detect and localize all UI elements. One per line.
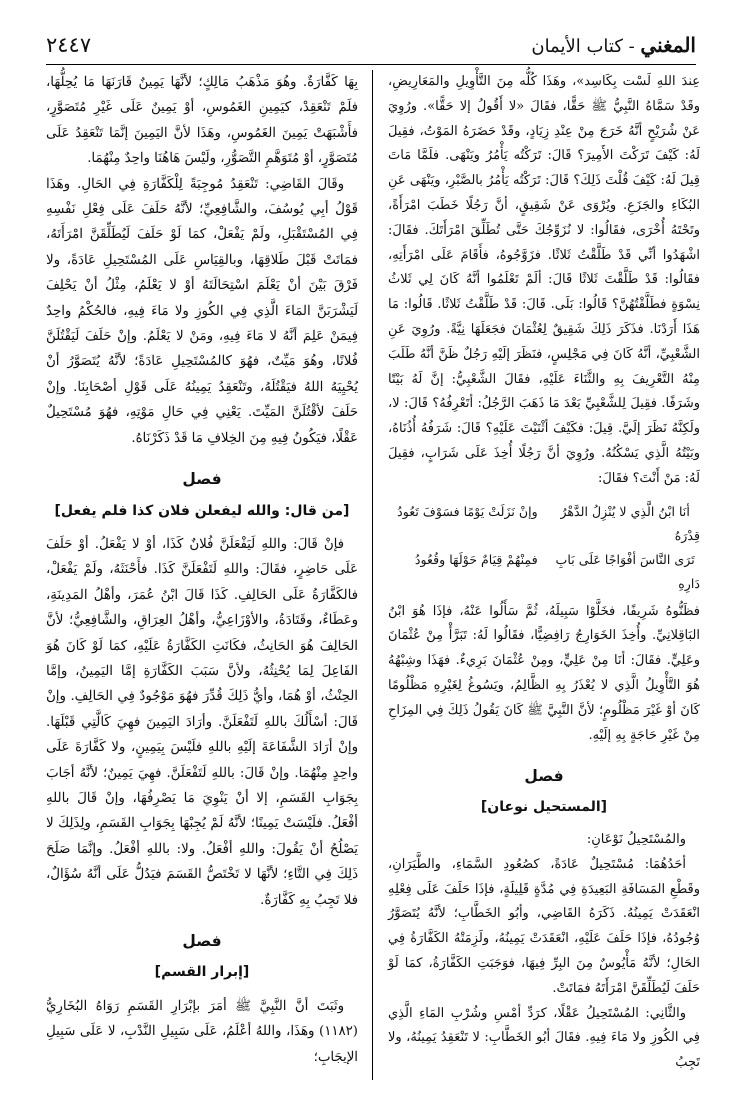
section-subtitle: [من قال: والله ليفعلن فلان كذا فلم يفعل] — [54, 502, 350, 519]
book-title: المغني — [640, 33, 696, 57]
section-subtitle: [المستحيل نوعان] — [480, 799, 608, 816]
left-column — [46, 70, 358, 1070]
page-number: ٢٤٤٧ — [46, 33, 92, 57]
right-column — [388, 70, 700, 1076]
column-divider — [372, 70, 373, 1080]
paragraph: فإنْ قَالَ: واللهِ لَيَفْعَلَنَّ فُلانٌ كَذَا، أوْ لا يَفْعَلُ. أوْ حَلَفَ عَلَى حَاضِرٍ، فقَالَ: واللهِ لَتَفْعَلَنَّ كَذَا. فأَحْنَثَهُ، ولَمْ يَفْعَلْ، فالكَفَّارَةُ عَلَى الحَالِفِ. كَذَا قَالَ ابْنُ عُمَرَ، وأهْلُ المَدِينَةِ، وعَطَاءٌ، وقَتَادَةُ، والأوْزَاعِيُّ، وأهْلُ العِرَاقِ، والشَّافِعِيُّ؛ لأنَّ الحَالِفَ هُوَ الحَانِثُ، فكَانَتِ الكَفَّارَةُ عَلَيْهِ، كمَا لَوْ كَانَ هُوَ الفَاعِلَ لِمَا يُحْنِثُهُ، ولأنَّ سَبَبَ الكَفَّارَةِ إمَّا اليَمِينُ، وإمَّا الحِنْثُ، أوْ هُمَا، وأيُّ ذَلِكَ قُدِّرَ فهُوَ مَوْجُودٌ فِي الحَالِفِ. وإنْ قَالَ: أسْأَلُكَ باللهِ لَتَفْعَلَنَّ. وأرَادَ اليَمِينَ فهِيَ كَالَّتِي قَبْلَهَا. وإنْ أرَادَ الشَّفَاعَةَ إلَيْهِ باللهِ فلَيْسَ بِيَمِينٍ، ولا كَفَّارَةَ عَلَى واحِدٍ مِنْهُمَا. وإنْ قَالَ: باللهِ لَتَفْعَلَنَّ. فهِيَ يَمِينٌ؛ لأنَّهُ أجَابَ بِجَوَابِ القَسَمِ، إلا أنْ يَنْوِيَ مَا يَصْرِفُهَا، وإنْ قَالَ باللهِ أفْعَلُ. فلَيْسَتْ يَمِينًا؛ لأنَّهُ لَمْ يُجِبْهَا بِجَوَابِ القَسَمِ، ولِذَلِكَ لا يَصْلُحُ أنْ يَقُولَ: واللهِ أفْعَلُ. ولا: باللهِ أفْعَلُ. وإنَّمَا صَلَحَ ذَلِكَ فِي التَّاءِ؛ لأنَّهَا لا تَخْتَصُّ القَسَمَ فيَدُلُّ عَلَى أنَّهُ سُؤَالٌ، فلا تَجِبُ بِهِ كَفَّارَةٌ. — [46, 536, 358, 908]
hemistich: تَرَى النَّاسَ أفْوَاجًا عَلَى بَابِ دَارِهِ — [555, 551, 700, 591]
paragraph: فظَنُّوهُ شَرِيفًا، فخَلَّوْا سَبِيلَهُ، ثُمَّ سَأَلُوا عَنْهُ، فإذَا هُوَ ابْنُ البَاقِلانِيِّ. وأُخِذَ الخَوَارِجُ رَافِضِيًّا، فقَالُوا لَهُ: تَبَرَّأْ مِنْ عُثْمَانَ وعَلِيٍّ. فقَالَ: أنَا مِنْ عَلِيٍّ، ومِنْ عُثْمَانَ بَرِيءٌ. فهَذَا وشِبْهُهُ هُوَ التَّأْوِيلُ الَّذِي لا يُعْذَرُ بِهِ الظَّالِمُ، ويَسُوغُ لِغَيْرِهِ مَظْلُومًا كَانَ أوْ غَيْرَ مَظْلُومٍ؛ لأنَّ النَّبِيَّ ﷺ كَانَ يَقُولُ ذَلِكَ فِي المِزَاحِ مِنْ غَيْرِ حَاجَةٍ بِهِ إلَيْهِ. — [388, 603, 700, 743]
paragraph: والمُسْتَحِيلُ نَوْعَانِ: — [586, 831, 686, 847]
section-heading: فصل — [182, 470, 222, 489]
hemistich: فمِنْهُمْ قِيَامٌ حَوْلَهَا وقُعُودُ — [414, 551, 538, 567]
poem-verse — [388, 548, 700, 596]
paragraph: أحَدُهُمَا: مُسْتَحِيلٌ عَادَةً، كصُعُودِ السَّمَاءِ، والطَّيَرَانِ، وقَطْعِ المَسَافَةِ البَعِيدَةِ فِي مُدَّةٍ قَلِيلَةٍ، فإذَا حَلَفَ عَلَى فِعْلِهِ انْعَقَدَتْ يَمِينُهُ. ذَكَرَهُ القَاضِي، وأبُو الخَطَّابِ؛ لأنَّهُ يُتَصَوَّرُ وُجُودُهُ، فإذَا حَلَفَ عَلَيْهِ، انْعَقَدَتْ يَمِينُهُ، ولَزِمَتْهُ الكَفَّارَةُ فِي الحَالِ؛ لأنَّهُ مَأْيُوسٌ مِنَ البِرِّ فِيهَا، فوَجَبَتِ الكَفَّارَةُ، كمَا لَوْ حَلَفَ لَيُطَلِّقَنَّ امْرَأَتَهُ فمَاتَتْ. — [388, 856, 700, 996]
title-separator: - — [622, 36, 641, 57]
paragraph: عِندَ اللهِ لَسْت بِكَاسِد»، وهَذَا كُلُّه مِنَ التَّأْوِيلِ والمَعَارِيضِ، وقَدْ سَمَّاهُ النَّبِيُّ ﷺ حَقًّا، فقَالَ «لا أَقُولُ إلا حَقًّا». ورُوِيَ عَنْ شُرَيْحٍ أنَّهُ خَرَجَ مِنْ عِنْدِ زِيَادٍ، وقَدْ حَضَرَهُ المَوْتُ، فقِيلَ لَهُ: كَيْفَ تَرَكْتَ الأَمِيرَ؟ قَالَ: تَرَكْتُه يَأْمُرُ ويَنْهَى. فلَمَّا مَاتَ قِيلَ لَهُ: كَيْفَ قُلْتَ ذَلِكَ؟ قَالَ: تَرَكْتُه يَأْمُرُ بالصَّبْرِ، ويَنْهَى عَنِ البُكَاءِ والجَزَعِ. ويُرْوَى عَنْ شَقِيقٍ، أنَّ رَجُلًا خَطَبَ امْرَأَةً، وتَحْتَهُ أُخْرَى، فقَالُوا: لا نُزَوِّجُكَ حَتَّى تُطَلِّقَ امْرَأَتَكَ. فقَالَ: اشْهَدُوا أنِّي قَدْ طَلَّقْتُ ثَلاثًا. فزَوَّجُوهُ، فأَقَامَ عَلَى امْرَأَتِهِ، فقَالُوا: قَدْ طَلَّقْتَ ثَلاثًا قَالَ: ألَمْ تَعْلَمُوا أنَّهُ كَانَ لِي ثَلاثُ نِسْوَةٍ فطَلَّقْتُهُنَّ؟ قَالُوا: بَلَى. قَالَ: قَدْ طَلَّقْتُ ثَلاثًا. قَالُوا: مَا هَذَا أَرَدْنَا. فذَكَرَ ذَلِكَ شَقِيقٌ لِعُثْمَانَ فجَعَلَهَا نِيَّةً. ورُوِيَ عَنِ الشَّعْبِيِّ، أنَّهُ كَانَ فِي مَجْلِسٍ، فنَظَرَ إلَيْهِ رَجُلٌ ظَنَّ أنَّهُ طَلَبَ مِنْهُ التَّعْرِيفَ بِهِ والثَّنَاءَ عَلَيْهِ، فقَالَ الشَّعْبِيُّ: إنَّ لَهُ بَيْتًا وشَرَفًا. فقِيلَ لِلشَّعْبِيِّ بَعْدَ مَا ذَهَبَ الرَّجُلُ: أتَعْرِفُهُ؟ قَالَ: لا، ولَكِنَّهُ نَظَرَ إلَيَّ. قِيلَ: فكَيْفَ أثْنَيْتَ عَلَيْهِ؟ قَالَ: شَرَفُهُ أُذُنَاهُ، وبَيْتُهُ الَّذِي يَسْكُنُهُ. ورُوِيَ أنَّ رَجُلًا أُخِذَ عَلَى شَرَابٍ، فقِيلَ لَهُ: مَنْ أَنْتَ؟ فقَالَ: — [388, 74, 700, 486]
section-heading: فصل — [182, 932, 222, 950]
running-title — [531, 33, 696, 57]
section-subtitle: [إبرار القسم] — [154, 964, 250, 981]
paragraph: وثَبَتَ أنَّ النَّبِيَّ ﷺ أمَرَ بإبْرَارِ القَسَمِ رَوَاهُ البُخَارِيُّ (١١٨٢) وهَذَا، واللهُ أعْلَمُ، عَلَى سَبِيلِ النَّدْبِ، لا عَلَى سَبِيلِ الإيجَابِ؛ — [46, 998, 358, 1065]
section-heading: فصل — [524, 767, 564, 786]
paragraph: والثَّانِي: المُسْتَحِيلُ عَقْلًا، كرَدِّ أمْسِ وشُرْبِ المَاءِ الَّذِي فِي الكُوزِ ولا مَاءَ فِيهِ. فقَالَ أبُو الخَطَّابِ: لا تَنْعَقِدُ يَمِينُهُ، ولا تَجِبُ — [388, 1005, 700, 1071]
page-header — [46, 28, 696, 62]
hemistich: وإنْ نَزَلَتْ يَوْمًا فسَوْفَ تَعُودُ — [397, 503, 538, 519]
header-divider — [46, 64, 696, 65]
poem-verse — [388, 500, 700, 548]
hemistich: أنَا ابْنُ الَّذِي لا يُنْزِلُ الدَّهْرُ قِدْرَهُ — [560, 503, 700, 543]
paragraph: بِهَا كَفَّارَةٌ. وهُوَ مَذْهَبُ مَالِكٍ؛ لأنَّهَا يَمِينٌ قَارَنَهَا مَا يُحِلُّهَا، فلَمْ تَنْعَقِدْ، كيَمِينِ الغَمُوسِ، أوْ يَمِينٌ عَلَى غَيْرِ مُتَصَوَّرٍ، فأَشْبَهَتْ يَمِينَ الغَمُوسِ، وهَذَا لأنَّ اليَمِينَ إنَّمَا تَنْعَقِدُ عَلَى مُتَصَوَّرٍ، أوْ مُتَوَهَّمِ التَّصَوُّرِ، ولَيْسَ هَاهُنَا واحِدٌ مِنْهُمَا. — [46, 75, 358, 167]
poem — [388, 500, 700, 596]
paragraph: وقَالَ القَاضِي: تَنْعَقِدُ مُوجِبَةً لِلْكَفَّارَةِ فِي الحَالِ. وهَذَا قَوْلُ أبِي يُوسُفَ، والشَّافِعِيِّ؛ لأنَّهُ حَلَفَ عَلَى فِعْلِ نَفْسِهِ فِي المُسْتَقْبَلِ، ولَمْ يَفْعَلْ، كمَا لَوْ حَلَفَ لَيُطَلِّقَنَّ امْرَأَتَهُ، فمَاتَتْ قَبْلَ طَلاقِهَا، وبالقِيَاسِ عَلَى المُسْتَحِيلِ عَادَةً، ولا فَرْقَ بَيْنَ أنْ يَعْلَمَ اسْتِحَالَتَهُ أوْ لا يَعْلَمُ، مِثْلُ أنْ يَحْلِفَ لَيَشْرَبَنَّ المَاءَ الَّذِي فِي الكُوزِ ولا مَاءَ فِيهِ، فالحُكْمُ واحِدٌ فِيمَنْ عَلِمَ أنَّهُ لا مَاءَ فِيهِ، ومَنْ لا يَعْلَمُ. وإنْ حَلَفَ لَيَقْتُلَنَّ فُلانًا، وهُوَ مَيِّتٌ، فهُوَ كالمُسْتَحِيلِ عَادَةً؛ لأنَّهُ يُتَصَوَّرُ أنْ يُحْيِيَهُ اللهُ فيَقْتُلَهُ، وتَنْعَقِدُ يَمِينُهُ عَلَى قَوْلِ أصْحَابِنَا. وإنْ حَلَفَ لأقْتُلَنَّ المَيِّتَ. يَعْنِي فِي حَالِ مَوْتِهِ، فهُوَ مُسْتَحِيلٌ عَقْلًا، فيَكُونُ فِيهِ مِنَ الخِلافِ مَا قَدْ ذَكَرْنَاهُ. — [46, 176, 358, 446]
section-title: كتاب الأيمان — [531, 36, 623, 57]
